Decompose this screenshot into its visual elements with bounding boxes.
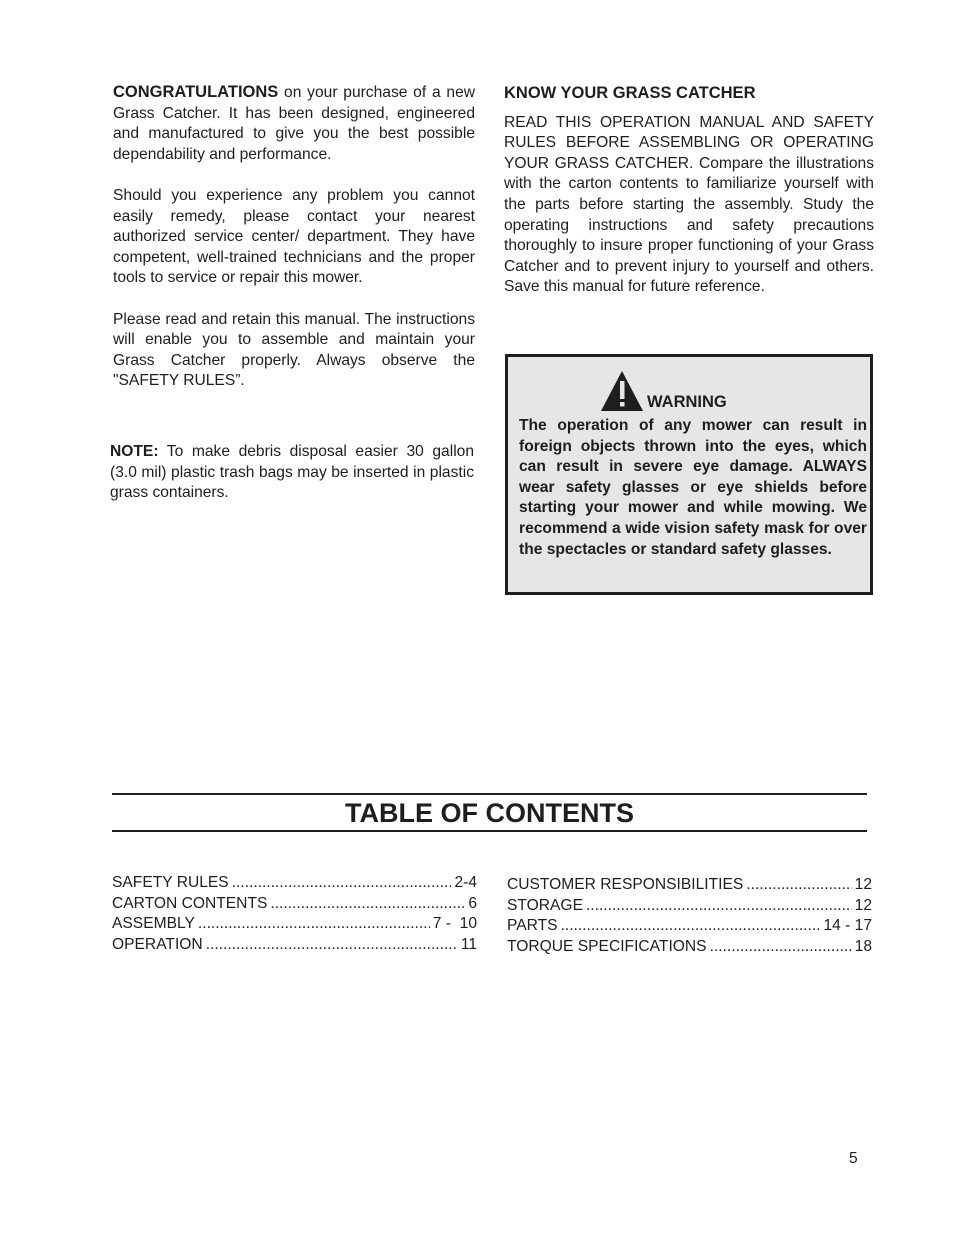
toc-entry-customer-responsibilities: CUSTOMER RESPONSIBILITIES ..... 12 (507, 875, 872, 896)
warning-box (505, 354, 873, 595)
warning-header (600, 370, 800, 412)
warning-title: WARNING (647, 393, 727, 411)
note-text: To make debris disposal easier 30 gallon (3.0 mil) plastic trash bags may be inserted in plastic grass containers. (110, 443, 474, 502)
toc-bottom-rule (112, 830, 867, 832)
toc-entry-safety-rules: SAFETY RULES ..... 2-4 (112, 873, 477, 894)
toc-title: TABLE OF CONTENTS (345, 798, 634, 828)
congratulations-lead: CONGRATULATIONS (113, 83, 279, 101)
know-text: READ THIS OPERATION MANUAL AND SAFETY RULES BEFORE ASSEMBLING OR OPERATING YOUR GRASS CATCHER. Compare the illustrations with the carton contents to familiarize yourself with the parts before starting the assembly. Study the operating instructions and safety precautions thoroughly to insure proper functioning of your Grass Catcher and to prevent injury to yourself and others. Save this manual for future reference. (504, 113, 874, 296)
know-heading: KNOW YOUR GRASS CATCHER (504, 84, 756, 102)
toc-entry-operation: OPERATION ..... 11 (112, 935, 477, 956)
know-column (504, 83, 874, 298)
intro-paragraph-1 (113, 82, 475, 165)
toc-entry-parts: PARTS ..... 14 - 17 (507, 916, 872, 937)
toc-left-column (112, 873, 477, 955)
warning-triangle-icon (600, 370, 644, 412)
toc-right-column (507, 875, 872, 957)
intro-paragraph-3: Please read and retain this manual. The instructions will enable you to assemble and maintain your Grass Catcher properly. Always observe the "SAFETY RULES”. (113, 310, 475, 390)
intro-column (113, 82, 475, 413)
page-number: 5 (849, 1150, 858, 1167)
toc-entry-carton-contents: CARTON CONTENTS ..... 6 (112, 894, 477, 915)
intro-paragraph-1-text: on your purchase of a new Grass Catcher. It has been designed, engineered and manufactured to give you the best possible dependability and performance. (113, 84, 475, 163)
toc-entry-torque-specifications: TORQUE SPECIFICATIONS ..... 18 (507, 937, 872, 958)
note-label: NOTE: (110, 443, 159, 460)
intro-paragraph-2: Should you experience any problem you cannot easily remedy, please contact your nearest authorized service center/ department. They have competent, well-trained technicians and the proper tools to service or repair this mower. (113, 186, 475, 287)
note-paragraph (110, 442, 474, 504)
toc-entry-assembly: ASSEMBLY ..... 7 - 10 (112, 914, 477, 935)
warning-text: The operation of any mower can result in foreign objects thrown into the eyes, which can result in severe eye damage. ALWAYS wear safety glasses or eye shields before starting your mower and while mowing. We recommend a wide vision safety mask for over the spectacles or standard safety glasses. (519, 417, 867, 558)
toc-entry-storage: STORAGE ..... 12 (507, 896, 872, 917)
